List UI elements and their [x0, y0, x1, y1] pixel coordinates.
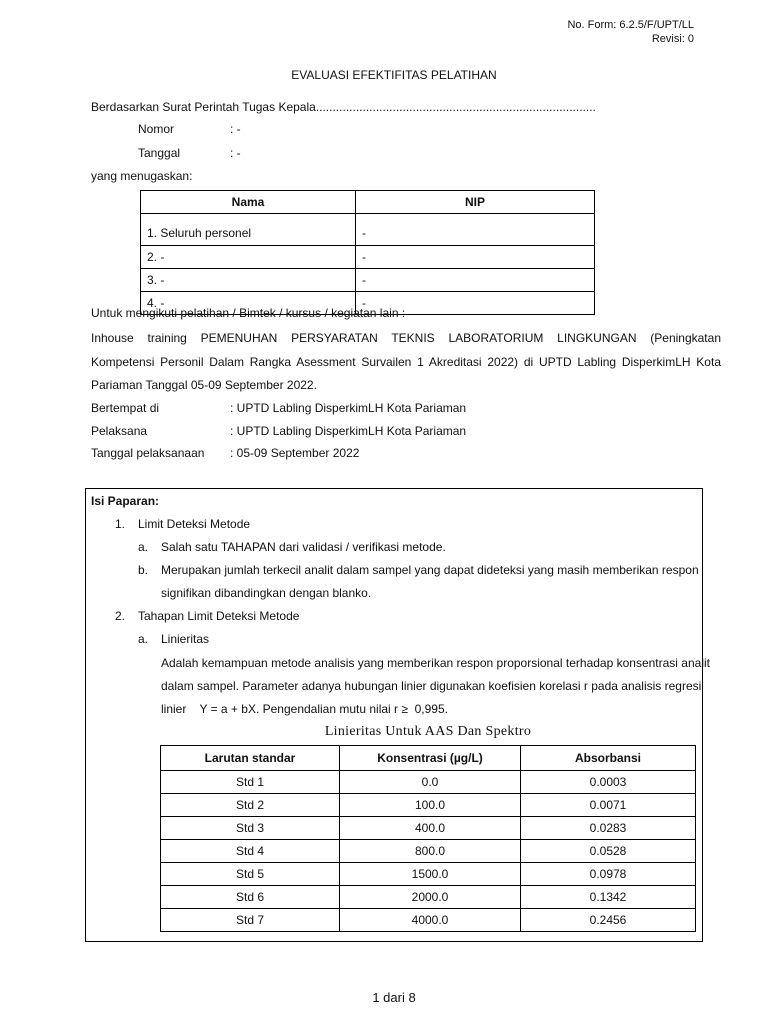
konsentrasi-cell: 0.0 [340, 771, 521, 794]
larutan-cell: Std 7 [161, 909, 340, 932]
item-1a-mark: a. [138, 540, 149, 554]
nama-cell: 4. - [141, 292, 356, 315]
tanggal-label: Tanggal [138, 146, 181, 160]
tanggal-value: : - [230, 146, 241, 160]
item-1b-line-2: signifikan dibandingkan dengan blanko. [161, 586, 372, 600]
nama-cell: 1. Seluruh personel [141, 214, 356, 246]
absorbansi-cell: 0.0071 [521, 794, 696, 817]
absorbansi-cell: 0.2456 [521, 909, 696, 932]
table-row [161, 909, 696, 932]
page-title: EVALUASI EFEKTIFITAS PELATIHAN [291, 68, 497, 82]
absorbansi-cell: 0.0528 [521, 840, 696, 863]
konsentrasi-cell: 1500.0 [340, 863, 521, 886]
nip-cell: - [356, 214, 595, 246]
nip-cell: - [356, 292, 595, 315]
nip-cell: - [356, 269, 595, 292]
kegiatan-lead: Untuk mengikuti pelatihan / Bimtek / kursus / kegiatan lain : [91, 306, 406, 320]
konsentrasi-cell: 2000.0 [340, 886, 521, 909]
table-row [161, 886, 696, 909]
item-2a-line-1: Adalah kemampuan metode analisis yang memberikan respon proporsional terhadap konsentrasi analit [161, 656, 710, 670]
nama-cell: 2. - [141, 246, 356, 269]
konsentrasi-cell: 800.0 [340, 840, 521, 863]
item-1-title: Limit Deteksi Metode [138, 517, 251, 531]
table-row [161, 863, 696, 886]
table-row [161, 794, 696, 817]
item-1b-mark: b. [138, 563, 149, 577]
absorbansi-cell: 0.0283 [521, 817, 696, 840]
nomor-label: Nomor [138, 122, 175, 136]
table-row [161, 840, 696, 863]
nama-cell: 3. - [141, 269, 356, 292]
item-2-title: Tahapan Limit Deteksi Metode [138, 609, 300, 623]
surat-line: Berdasarkan Surat Perintah Tugas Kepala.................................................................................... [91, 100, 596, 114]
pelaksana-label: Pelaksana [91, 424, 148, 438]
header-nip: NIP [356, 191, 595, 214]
tgl-value: : 05-09 September 2022 [230, 446, 360, 460]
larutan-cell: Std 1 [161, 771, 340, 794]
form-number: No. Form: 6.2.5/F/UPT/LL [567, 19, 694, 31]
bertempat-label: Bertempat di [91, 401, 160, 415]
table-title: Linieritas Untuk AAS Dan Spektro [324, 724, 532, 739]
table-row [161, 771, 696, 794]
pelaksana-value: : UPTD Labling DisperkimLH Kota Pariaman [230, 424, 467, 438]
menugaskan-text: yang menugaskan: [91, 169, 193, 183]
item-2-number: 2. [115, 609, 126, 623]
item-2a-mark: a. [138, 632, 149, 646]
header-absorbansi: Absorbansi [521, 746, 696, 771]
table-row [141, 269, 595, 292]
table-row [141, 246, 595, 269]
larutan-cell: Std 5 [161, 863, 340, 886]
header-larutan: Larutan standar [161, 746, 340, 771]
personel-table [140, 190, 595, 315]
tgl-label: Tanggal pelaksanaan [91, 446, 205, 460]
header-konsentrasi: Konsentrasi (µg/L) [340, 746, 521, 771]
kegiatan-line-3: Pariaman Tanggal 05-09 September 2022. [91, 378, 317, 392]
item-1a-text: Salah satu TAHAPAN dari validasi / verifikasi metode. [161, 540, 446, 554]
absorbansi-cell: 0.0978 [521, 863, 696, 886]
konsentrasi-cell: 4000.0 [340, 909, 521, 932]
konsentrasi-cell: 400.0 [340, 817, 521, 840]
header-nama: Nama [141, 191, 356, 214]
item-2a-title: Linieritas [161, 632, 210, 646]
larutan-cell: Std 3 [161, 817, 340, 840]
bertempat-value: : UPTD Labling DisperkimLH Kota Pariaman [230, 401, 467, 415]
page-number: 1 dari 8 [372, 990, 416, 1005]
paparan-heading: Isi Paparan: [91, 494, 160, 508]
absorbansi-cell: 0.1342 [521, 886, 696, 909]
kegiatan-line-1: Inhouse training PEMENUHAN PERSYARATAN TEKNIS LABORATORIUM LINGKUNGAN (Peningkatan [91, 331, 721, 345]
larutan-cell: Std 2 [161, 794, 340, 817]
linearity-table [160, 745, 696, 932]
table-row [161, 817, 696, 840]
absorbansi-cell: 0.0003 [521, 771, 696, 794]
kegiatan-line-2: Kompetensi Personil Dalam Rangka Asessment Survailen 1 Akreditasi 2022) di UPTD Labling DisperkimLH Kota [91, 355, 721, 369]
larutan-cell: Std 4 [161, 840, 340, 863]
item-2a-line-3: linier Y = a + bX. Pengendalian mutu nilai r ≥ 0,995. [161, 702, 448, 716]
nomor-value: : - [230, 122, 241, 136]
nip-cell: - [356, 246, 595, 269]
item-1b-line-1: Merupakan jumlah terkecil analit dalam sampel yang dapat dideteksi yang masih memberikan respon [161, 563, 699, 577]
item-1-number: 1. [115, 517, 126, 531]
larutan-cell: Std 6 [161, 886, 340, 909]
konsentrasi-cell: 100.0 [340, 794, 521, 817]
table-row [141, 214, 595, 246]
revision: Revisi: 0 [651, 33, 694, 45]
item-2a-line-2: dalam sampel. Parameter adanya hubungan linier digunakan koefisien korelasi r pada analisis regresi [161, 679, 702, 693]
